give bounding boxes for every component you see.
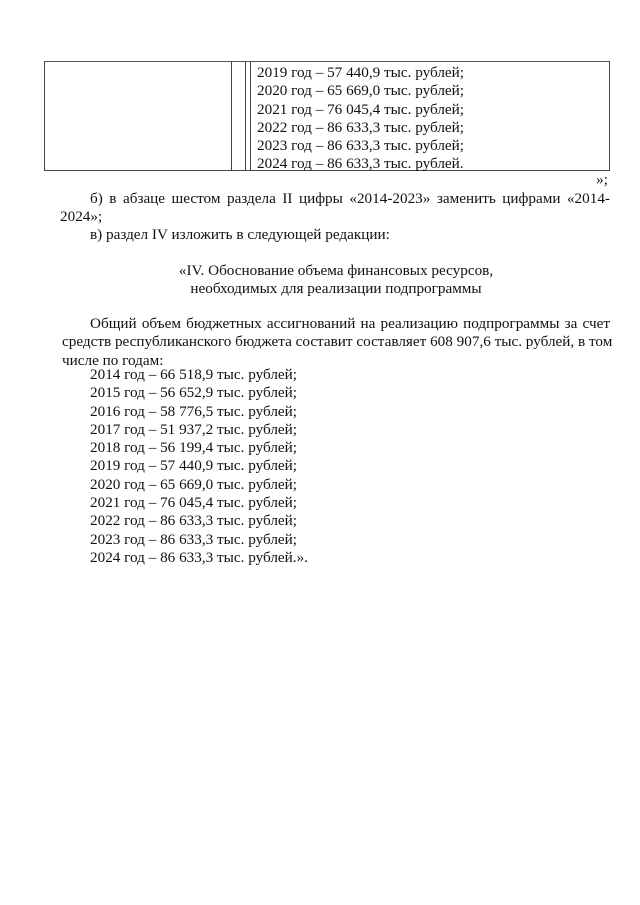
section-heading-line2: необходимых для реализации подпрограммы	[190, 280, 482, 298]
body-line2: средств республиканского бюджета составит составляет 608 907,6 тыс. рублей, в том	[62, 333, 613, 351]
section-heading-line1: «IV. Обоснование объема финансовых ресурсов,	[178, 262, 494, 279]
year-line: 2021 год – 76 045,4 тыс. рублей;	[257, 100, 465, 118]
year-line: 2015 год – 56 652,9 тыс. рублей;	[90, 384, 298, 402]
table-divider	[231, 62, 232, 170]
year-list	[90, 366, 308, 567]
year-line: 2016 год – 58 776,5 тыс. рублей;	[90, 402, 298, 420]
paragraph-b-line1: б) в абзаце шестом раздела II цифры «2014-2023» заменить цифрами «2014-	[90, 190, 610, 207]
year-line: 2024 год – 86 633,3 тыс. рублей.	[257, 155, 464, 173]
body-line3: числе по годам:	[62, 351, 164, 369]
body-line1: Общий объем бюджетных ассигнований на реализацию подпрограммы за счет	[90, 315, 610, 332]
year-line: 2019 год – 57 440,9 тыс. рублей;	[90, 457, 298, 475]
table-divider	[250, 62, 251, 170]
paragraph-b	[62, 190, 610, 227]
year-line: 2023 год – 86 633,3 тыс. рублей;	[90, 530, 298, 548]
year-line: 2024 год – 86 633,3 тыс. рублей.».	[90, 548, 308, 566]
year-line: 2022 год – 86 633,3 тыс. рублей;	[257, 118, 465, 136]
year-line: 2021 год – 76 045,4 тыс. рублей;	[90, 494, 298, 512]
paragraph-v: в) раздел IV изложить в следующей редакции:	[90, 226, 390, 243]
section-body-paragraph	[62, 315, 613, 370]
closing-quote-mark: »;	[596, 171, 608, 188]
year-line: 2020 год – 65 669,0 тыс. рублей;	[257, 82, 465, 100]
year-line: 2020 год – 65 669,0 тыс. рублей;	[90, 475, 298, 493]
year-line: 2014 год – 66 518,9 тыс. рублей;	[90, 366, 298, 383]
year-line: 2023 год – 86 633,3 тыс. рублей;	[257, 137, 465, 155]
year-line: 2022 год – 86 633,3 тыс. рублей;	[90, 512, 298, 530]
year-line: 2017 год – 51 937,2 тыс. рублей;	[90, 420, 298, 438]
section-heading	[62, 262, 610, 299]
year-line: 2018 год – 56 199,4 тыс. рублей;	[90, 439, 298, 457]
paragraph-b-line2: 2024»;	[60, 208, 103, 226]
funding-table-fragment	[44, 61, 610, 171]
table-years-cell	[257, 62, 605, 174]
table-divider	[245, 62, 246, 170]
table-empty-cell	[45, 62, 231, 170]
year-line: 2019 год – 57 440,9 тыс. рублей;	[257, 64, 465, 81]
